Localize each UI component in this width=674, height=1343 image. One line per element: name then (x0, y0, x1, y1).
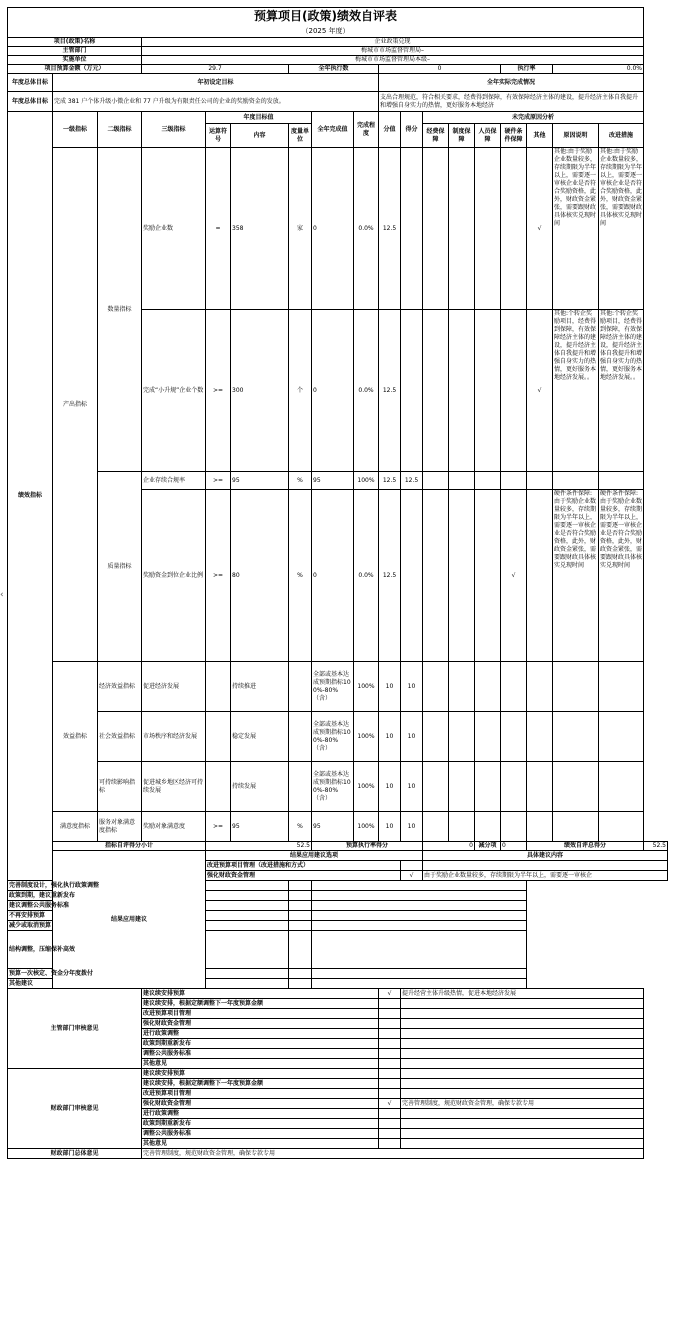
fin-review-note (401, 1139, 644, 1149)
fin-review-mark (379, 1109, 401, 1119)
fin-review-item: 政策到期重新发布 (142, 1119, 379, 1129)
dept-review-note (401, 1059, 644, 1069)
q1-reason: 其他:由于奖励企业数量较多，存续期限为半年以上，需要逐一审核企业是否符合奖励资格，此外，财政资金紧张，需要跟财政具体核实兑现时间 (553, 148, 599, 310)
dept-review-note (401, 1019, 644, 1029)
subtotal-value: 52.5 (206, 842, 312, 851)
dept-review-mark (379, 1029, 401, 1039)
apply-mark (289, 901, 312, 911)
q4-content: 80 (231, 490, 289, 662)
total-value: 52.5 (644, 842, 668, 851)
q1-name: 奖励企业数 (142, 148, 206, 310)
fin-overall-text: 完善管理制度，规范财政资金管理，确保专款专用 (142, 1149, 644, 1159)
s1-weight: 10 (379, 812, 401, 842)
dept-review-mark (379, 1049, 401, 1059)
q3-op: >= (206, 472, 231, 490)
e2-weight: 10 (379, 712, 401, 762)
subtotal-label: 指标自评得分小计 (53, 842, 206, 851)
dept-review-note (401, 1039, 644, 1049)
e1-content: 持续推进 (231, 662, 289, 712)
fin-review-item: 建议续安排，根据定额调整下一年度预算金额 (142, 1079, 379, 1089)
apply-note (312, 891, 527, 901)
q2-content: 300 (231, 310, 289, 472)
s1-name: 奖励对象满意度 (142, 812, 206, 842)
deduct-label: 减分项 (475, 842, 501, 851)
actual-goal-text: 支出合理规范，符合相关要求，经费得到保障，有效保障经济主体的建设，提升经济主体自我提升和增强自身实力的热情，更好服务本地经济 (379, 92, 644, 112)
col-degree: 完成程度 (354, 112, 379, 148)
apply-item: 预算一次核定、资金分年度拨付 (8, 969, 289, 979)
apply-item: 强化财政资金管理 (206, 871, 401, 881)
q2-unit: 个 (289, 310, 312, 472)
apply-mark (401, 861, 423, 871)
output-indicator-label: 产出指标 (53, 148, 98, 662)
q4-reason: 硬件条件保障:由于奖励企业数量较多，存续期限为半年以上，需要逐一审核企业是否符合奖励资格，此外，财政资金紧张，需要跟财政具体核实兑现时间 (553, 490, 599, 662)
s1-content: 95 (231, 812, 289, 842)
e3-score: 10 (401, 762, 423, 812)
dept-review-item: 建议续安排，根据定额调整下一年度预算金额 (142, 999, 379, 1009)
actual-goal-label: 全年实际完成情况 (379, 74, 644, 92)
col-level3: 三级指标 (142, 112, 206, 148)
fin-review-item: 其他意见 (142, 1139, 379, 1149)
fin-review-label: 财政部门审核意见 (8, 1069, 142, 1149)
q4-done: 0 (312, 490, 354, 662)
e2-score: 10 (401, 712, 423, 762)
exec-score-value: 0 (423, 842, 475, 851)
s1-op: >= (206, 812, 231, 842)
s1-unit: % (289, 812, 312, 842)
dept-review-item: 强化财政资金管理 (142, 1019, 379, 1029)
fin-review-note (401, 1129, 644, 1139)
apply-label: 结果应用建议 (53, 851, 206, 989)
apply-note (312, 969, 527, 979)
fin-review-note (401, 1109, 644, 1119)
apply-note (423, 861, 668, 871)
col-level1: 一级指标 (53, 112, 98, 148)
satisfaction-level1: 满意度指标 (53, 812, 98, 842)
dept-review-mark: √ (379, 989, 401, 999)
dept-review-mark (379, 1039, 401, 1049)
fin-review-note (401, 1119, 644, 1129)
rate-label: 执行率 (501, 65, 553, 74)
e1-weight: 10 (379, 662, 401, 712)
exec-value: 0 (379, 65, 501, 74)
q3-done: 95 (312, 472, 354, 490)
col-score: 得分 (401, 112, 423, 148)
fin-review-item: 建议续安排预算 (142, 1069, 379, 1079)
fin-review-mark (379, 1069, 401, 1079)
s1-degree: 100% (354, 812, 379, 842)
dept-review-label: 主管部门审核意见 (8, 989, 142, 1069)
e1-name: 促进经济发展 (142, 662, 206, 712)
q1-improve: 其他:由于奖励企业数量较多，存续期限为半年以上，需要逐一审核企业是否符合奖励资格，此外，财政资金紧张，需要跟财政具体核实兑现时间 (599, 148, 644, 310)
q4-degree: 0.0% (354, 490, 379, 662)
apply-note (312, 911, 527, 921)
evaluation-table (7, 7, 668, 1159)
dept-value: 梅城市市场监督管理局– (142, 47, 644, 56)
apply-item: 建议调整公共服务标准 (8, 901, 289, 911)
e3-name: 促进城乡地区经济可持续发展 (142, 762, 206, 812)
fin-review-mark (379, 1139, 401, 1149)
apply-note (312, 881, 527, 891)
apply-content-label: 具体建议内容 (423, 851, 668, 861)
q2-improve: 其他:个转企奖励项目，经费得到保障，有效保障经济主体的建设，提升经济主体自我提升和增强自身实力的热情，更好服务本地经济发展。。 (599, 310, 644, 472)
dept-review-item: 进行政策调整 (142, 1029, 379, 1039)
e2-degree: 100% (354, 712, 379, 762)
q3-content: 95 (231, 472, 289, 490)
q3-score: 12.5 (401, 472, 423, 490)
q2-op: >= (206, 310, 231, 472)
perf-indicator-label: 绩效指标 (8, 112, 53, 881)
q1-op: = (206, 148, 231, 310)
dept-review-item: 建议续安排预算 (142, 989, 379, 999)
q1-degree: 0.0% (354, 148, 379, 310)
fin-review-note (401, 1069, 644, 1079)
apply-item: 减少或取消预算 (8, 921, 289, 931)
q3-name: 企业存续合规率 (142, 472, 206, 490)
apply-mark (289, 921, 312, 931)
col-r4: 硬件条件保障 (501, 124, 527, 148)
s1-score: 10 (401, 812, 423, 842)
dept-review-note (401, 1029, 644, 1039)
apply-mark (289, 911, 312, 921)
apply-mark (289, 891, 312, 901)
fin-review-mark: √ (379, 1099, 401, 1109)
apply-item: 完善制度设计，强化执行政策调整 (8, 881, 289, 891)
col-unit: 度量单位 (289, 124, 312, 148)
exec-score-label: 预算执行率得分 (312, 842, 423, 851)
q1-mark: √ (527, 148, 553, 310)
budget-label: 项目预算金额（万元） (8, 65, 142, 74)
apply-options-label: 结果应用建议选项 (206, 851, 423, 861)
side-scroll-arrow[interactable]: ‹ (0, 590, 4, 600)
col-op: 运算符号 (206, 124, 231, 148)
initial-goal-label: 年初设定目标 (53, 74, 379, 92)
dept-review-note (401, 999, 644, 1009)
q4-mark: √ (501, 490, 527, 662)
impl-value: 梅城市市场监督管理局本级– (142, 56, 644, 65)
fin-review-mark (379, 1129, 401, 1139)
fin-review-mark (379, 1079, 401, 1089)
fin-review-mark (379, 1089, 401, 1099)
apply-item: 政策到期，建议重新发布 (8, 891, 289, 901)
total-goal-label: 年度总体目标 (8, 74, 53, 92)
col-r2: 制度保障 (449, 124, 475, 148)
col-reason-group: 未完成原因分析 (423, 112, 644, 124)
s1-level2: 服务对象满意度指标 (98, 812, 142, 842)
exec-label: 全年执行数 (289, 65, 379, 74)
q2-score (401, 310, 423, 472)
apply-item: 其他建议 (8, 979, 289, 989)
apply-mark (289, 881, 312, 891)
q1-score (401, 148, 423, 310)
col-r6: 原因说明 (553, 124, 599, 148)
e3-weight: 10 (379, 762, 401, 812)
fin-review-mark (379, 1119, 401, 1129)
q4-name: 奖励资金到位企业比例 (142, 490, 206, 662)
self-evaluation-sheet (7, 7, 668, 1159)
dept-review-mark (379, 1009, 401, 1019)
apply-item: 结构调整，压缩保补高效 (8, 931, 289, 969)
project-name-label: 项目(政策)名称 (8, 38, 142, 47)
impl-label: 实施单位 (8, 56, 142, 65)
dept-review-item: 政策到期重新发布 (142, 1039, 379, 1049)
e2-done: 全部或基本达成预期指标100%-80%（含） (312, 712, 354, 762)
q3-degree: 100% (354, 472, 379, 490)
total-label: 绩效自评总得分 (527, 842, 644, 851)
e1-score: 10 (401, 662, 423, 712)
fin-review-note (401, 1089, 644, 1099)
goal-row-label: 年度总体目标 (8, 92, 53, 112)
budget-value: 29.7 (142, 65, 289, 74)
report-year: （2025 年度） (8, 25, 644, 38)
fin-overall-label: 财政部门总体意见 (8, 1149, 142, 1159)
col-improve: 改进措施 (599, 124, 644, 148)
apply-mark (289, 931, 312, 969)
e2-level2: 社会效益指标 (98, 712, 142, 762)
e1-degree: 100% (354, 662, 379, 712)
q3-unit: % (289, 472, 312, 490)
dept-review-item: 调整公共服务标准 (142, 1049, 379, 1059)
e3-done: 全部或基本达成预期指标100%-80%（含） (312, 762, 354, 812)
quantity-indicator-label: 数量指标 (98, 148, 142, 472)
e3-degree: 100% (354, 762, 379, 812)
fin-review-item: 强化财政资金管理 (142, 1099, 379, 1109)
fin-review-note (401, 1079, 644, 1089)
dept-review-note: 提升经营主体升级热情，促进本地经济发展 (401, 989, 644, 999)
col-done: 全年完成值 (312, 112, 354, 148)
fin-review-note: 完善管理制度，规范财政资金管理，确保专款专用 (401, 1099, 644, 1109)
q2-reason: 其他:个转企奖励项目，经费得到保障，有效保障经济主体的建设，提升经济主体自我提升和增强自身实力的热情，更好服务本地经济发展。。 (553, 310, 599, 472)
col-level2: 二级指标 (98, 112, 142, 148)
effect-indicator-label: 效益指标 (53, 662, 98, 812)
col-target: 年度目标值 (206, 112, 312, 124)
apply-item: 改进预算项目管理（改进措施和方式） (206, 861, 401, 871)
q4-op: >= (206, 490, 231, 662)
q1-done: 0 (312, 148, 354, 310)
apply-note (312, 901, 527, 911)
q4-score (401, 490, 423, 662)
q4-unit: % (289, 490, 312, 662)
e3-content: 持续发展 (231, 762, 289, 812)
col-r3: 人员保障 (475, 124, 501, 148)
apply-mark: √ (401, 871, 423, 881)
col-content: 内容 (231, 124, 289, 148)
apply-note: 由于奖励企业数量较多，存续期限为半年以上，需要逐一审核企 (423, 871, 668, 881)
q4-weight: 12.5 (379, 490, 401, 662)
q2-degree: 0.0% (354, 310, 379, 472)
e3-level2: 可持续影响指标 (98, 762, 142, 812)
e1-done: 全部或基本达成预期指标100%-80%（含） (312, 662, 354, 712)
q1-unit: 家 (289, 148, 312, 310)
dept-label: 主管部门 (8, 47, 142, 56)
dept-review-mark (379, 1019, 401, 1029)
apply-note (312, 979, 527, 989)
rate-value: 0.0% (553, 65, 644, 74)
col-weight: 分值 (379, 112, 401, 148)
s1-done: 95 (312, 812, 354, 842)
q2-name: 完成“小升规”企业个数 (142, 310, 206, 472)
q1-content: 358 (231, 148, 289, 310)
col-r1: 经费保障 (423, 124, 449, 148)
project-name: 企业政策兑现 (142, 38, 644, 47)
q2-mark: √ (527, 310, 553, 472)
e1-level2: 经济效益指标 (98, 662, 142, 712)
q2-done: 0 (312, 310, 354, 472)
dept-review-mark (379, 999, 401, 1009)
dept-review-item: 改进预算项目管理 (142, 1009, 379, 1019)
q2-weight: 12.5 (379, 310, 401, 472)
dept-review-item: 其他意见 (142, 1059, 379, 1069)
e2-content: 稳定发展 (231, 712, 289, 762)
col-r5: 其他 (527, 124, 553, 148)
apply-item: 不再安排预算 (8, 911, 289, 921)
q3-weight: 12.5 (379, 472, 401, 490)
q1-weight: 12.5 (379, 148, 401, 310)
fin-review-item: 调整公共服务标准 (142, 1129, 379, 1139)
dept-review-mark (379, 1059, 401, 1069)
apply-mark (289, 979, 312, 989)
apply-note (312, 921, 527, 931)
e2-name: 市场秩序和经济发展 (142, 712, 206, 762)
deduct-value: 0 (501, 842, 527, 851)
fin-review-item: 进行政策调整 (142, 1109, 379, 1119)
fin-review-item: 改进预算项目管理 (142, 1089, 379, 1099)
page-title: 预算项目(政策)绩效自评表 (8, 8, 644, 26)
quality-indicator-label: 质量指标 (98, 472, 142, 662)
dept-review-note (401, 1049, 644, 1059)
apply-mark (289, 969, 312, 979)
dept-review-note (401, 1009, 644, 1019)
q4-improve: 硬件条件保障:由于奖励企业数量较多，存续期限为半年以上，需要逐一审核企业是否符合奖励资格，此外，财政资金紧张，需要跟财政具体核实兑现时间 (599, 490, 644, 662)
initial-goal-text: 完成 381 户个体升级小微企业和 77 户升级为有限责任公司的企业的奖励资金的发放。 (53, 92, 379, 112)
apply-note (312, 931, 527, 969)
